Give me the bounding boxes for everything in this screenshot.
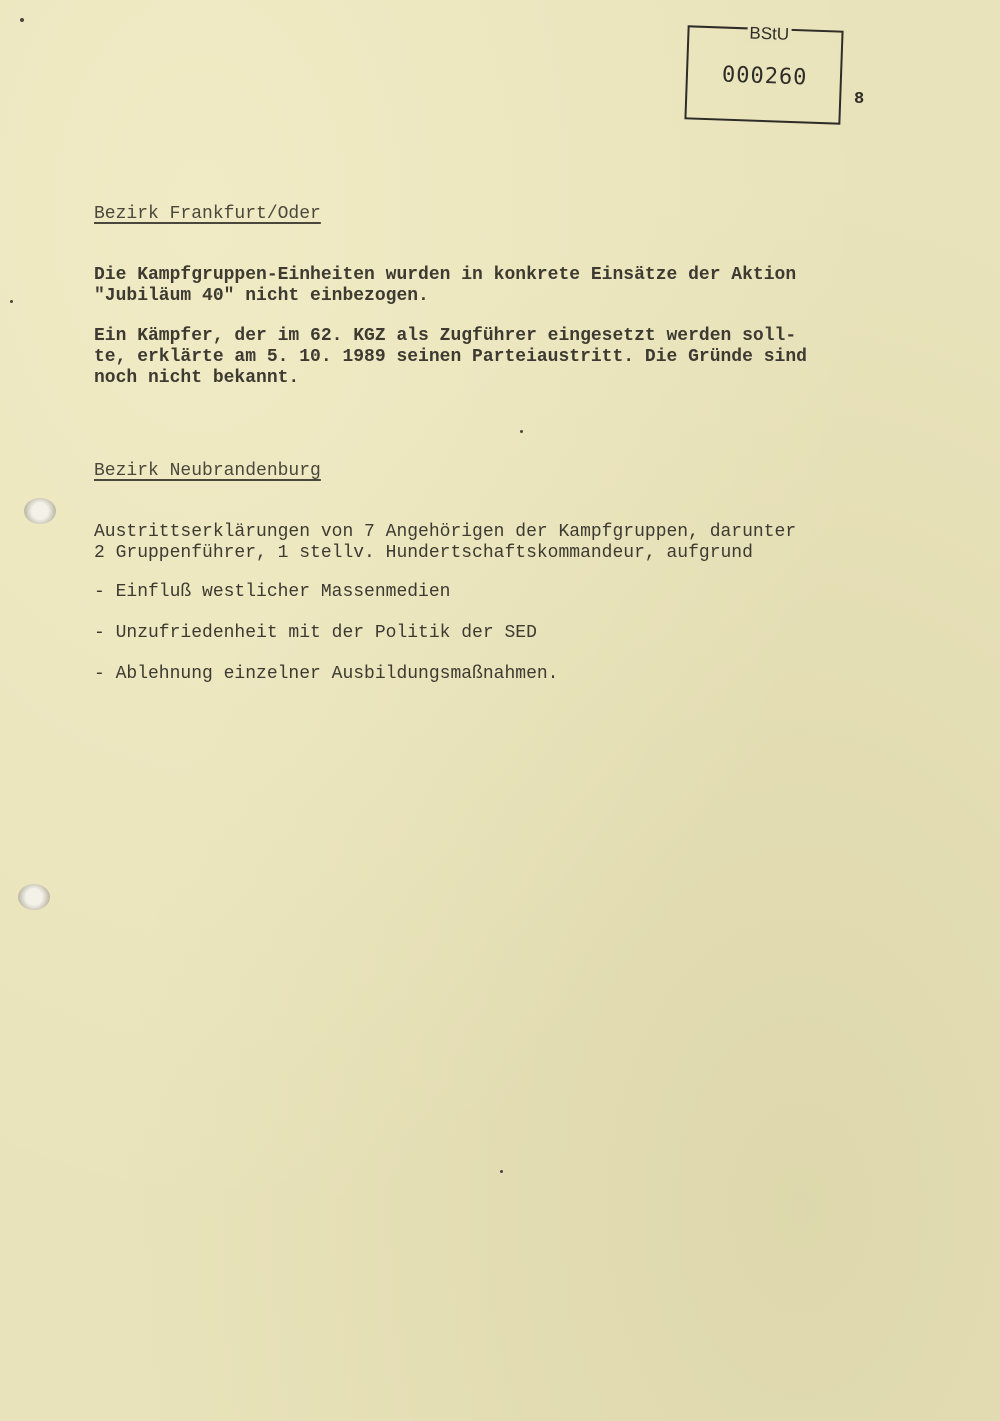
punch-hole xyxy=(24,498,56,524)
page-number: 8 xyxy=(854,90,865,109)
bullet-item: - Ablehnung einzelner Ausbildungsmaßnahmen. xyxy=(94,664,559,684)
stamp-number: 000260 xyxy=(721,62,808,91)
speck xyxy=(520,430,523,433)
speck xyxy=(10,300,13,303)
paragraph-frankfurt-1: Die Kampfgruppen-Einheiten wurden in konkrete Einsätze der Aktion "Jubiläum 40" nicht einbezogen. xyxy=(94,265,797,306)
speck xyxy=(500,1170,503,1173)
bullet-item: - Einfluß westlicher Massenmedien xyxy=(94,582,451,602)
bullet-item: - Unzufriedenheit mit der Politik der SED xyxy=(94,623,537,643)
archive-stamp xyxy=(684,25,843,124)
stamp-label: BStU xyxy=(747,23,791,45)
section-heading-frankfurt: Bezirk Frankfurt/Oder xyxy=(94,204,321,224)
paragraph-neubrandenburg-intro: Austrittserklärungen von 7 Angehörigen der Kampfgruppen, darunter 2 Gruppenführer, 1 stellv. Hundertschaftskommandeur, aufgrund xyxy=(94,522,797,563)
section-heading-neubrandenburg: Bezirk Neubrandenburg xyxy=(94,461,321,481)
paragraph-frankfurt-2: Ein Kämpfer, der im 62. KGZ als Zugführer eingesetzt werden soll- te, erklärte am 5. 10. 1989 seinen Parteiaustritt. Die Gründe sind noch nicht bekannt. xyxy=(94,326,807,388)
punch-hole xyxy=(18,884,50,910)
speck xyxy=(20,18,24,22)
